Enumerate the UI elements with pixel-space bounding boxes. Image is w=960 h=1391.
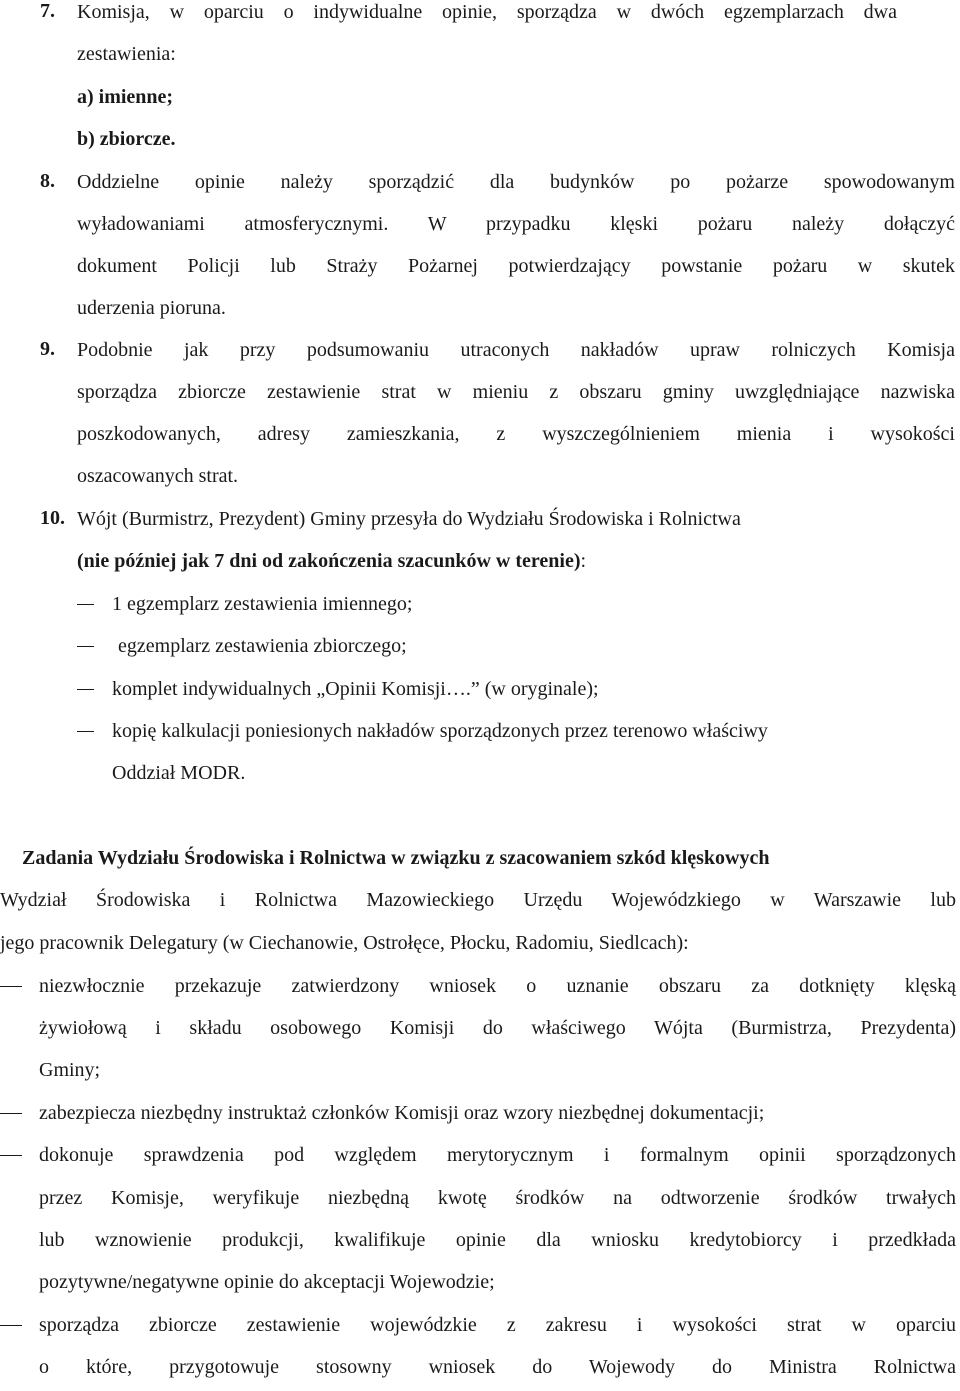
section-bullet-4-line-2: o które, przygotowuje stosowny wniosek do Wojewody do Ministra Rolnictwa bbox=[39, 1356, 956, 1378]
dash-bullet-icon bbox=[77, 689, 94, 690]
item-10-bullet-4: kopię kalkulacji poniesionych nakładów sporządzonych przez terenowo właściwy bbox=[112, 720, 768, 742]
dash-bullet-icon bbox=[0, 1113, 22, 1114]
section-intro-1: Wydział Środowiska i Rolnictwa Mazowieckiego Urzędu Wojewódzkiego w Warszawie lub bbox=[0, 889, 956, 911]
item-10-line-1: Wójt (Burmistrz, Prezydent) Gminy przesyła do Wydziału Środowiska i Rolnictwa bbox=[77, 508, 741, 530]
section-bullet-1-line-2: żywiołową i składu osobowego Komisji do właściwego Wójta (Burmistrza, Prezydenta) bbox=[39, 1017, 956, 1039]
item-7-line-2: zestawienia: bbox=[77, 43, 176, 65]
item-8-line-2: wyładowaniami atmosferycznymi. W przypadku klęski pożaru należy dołączyć bbox=[77, 213, 955, 235]
dash-bullet-icon bbox=[77, 646, 94, 647]
dash-bullet-icon bbox=[77, 604, 94, 605]
item-10-number: 10. bbox=[40, 507, 65, 529]
item-10-bullet-4-cont: Oddział MODR. bbox=[112, 762, 246, 784]
item-10-bullet-1: 1 egzemplarz zestawienia imiennego; bbox=[112, 593, 413, 615]
item-7-sub-b: b) zbiorcze. bbox=[77, 128, 176, 150]
dash-bullet-icon bbox=[77, 731, 94, 732]
item-9-line-1: Podobnie jak przy podsumowaniu utraconych nakładów upraw rolniczych Komisja bbox=[77, 339, 955, 361]
item-9-line-2: sporządza zbiorcze zestawienie strat w mieniu z obszaru gminy uwzględniające nazwiska bbox=[77, 381, 955, 403]
section-intro-2: jego pracownik Delegatury (w Ciechanowie, Ostrołęce, Płocku, Radomiu, Siedlcach): bbox=[0, 932, 689, 954]
item-10-bullet-2: egzemplarz zestawienia zbiorczego; bbox=[118, 635, 407, 657]
section-bullet-3-line-2: przez Komisje, weryfikuje niezbędną kwotę środków na odtworzenie środków trwałych bbox=[39, 1187, 956, 1209]
dash-bullet-icon bbox=[0, 986, 22, 987]
item-10-bullet-3: komplet indywidualnych „Opinii Komisji….” (w oryginale); bbox=[112, 678, 599, 700]
section-bullet-3-line-1: dokonuje sprawdzenia pod względem merytorycznym i formalnym opinii sporządzonych bbox=[39, 1144, 956, 1166]
item-7-sub-a: a) imienne; bbox=[77, 86, 174, 108]
item-9-line-4: oszacowanych strat. bbox=[77, 465, 239, 487]
item-8-number: 8. bbox=[40, 170, 55, 192]
section-bullet-3-line-4: pozytywne/negatywne opinie do akceptacji Wojewodzie; bbox=[39, 1271, 495, 1293]
item-10-line-2: (nie później jak 7 dni od zakończenia szacunków w terenie): bbox=[77, 550, 587, 572]
dash-bullet-icon bbox=[0, 1155, 22, 1156]
item-8-line-1: Oddzielne opinie należy sporządzić dla budynków po pożarze spowodowanym bbox=[77, 171, 955, 193]
section-bullet-1-line-3: Gminy; bbox=[39, 1059, 101, 1081]
item-7-line-1: Komisja, w oparciu o indywidualne opinie, sporządza w dwóch egzemplarzach dwa bbox=[77, 1, 897, 23]
item-9-line-3: poszkodowanych, adresy zamieszkania, z wyszczególnieniem mienia i wysokości bbox=[77, 423, 955, 445]
item-9-number: 9. bbox=[40, 338, 55, 360]
section-bullet-4-line-1: sporządza zbiorcze zestawienie wojewódzkie z zakresu i wysokości strat w oparciu bbox=[39, 1314, 956, 1336]
item-7-number: 7. bbox=[40, 0, 55, 22]
section-heading: Zadania Wydziału Środowiska i Rolnictwa w związku z szacowaniem szkód klęskowych bbox=[22, 847, 770, 869]
section-bullet-2: zabezpiecza niezbędny instruktaż członków Komisji oraz wzory niezbędnej dokumentacji; bbox=[39, 1102, 765, 1124]
section-bullet-1-line-1: niezwłocznie przekazuje zatwierdzony wniosek o uznanie obszaru za dotknięty klęską bbox=[39, 975, 956, 997]
section-bullet-3-line-3: lub wznowienie produkcji, kwalifikuje opinie dla wniosku kredytobiorcy i przedkłada bbox=[39, 1229, 956, 1251]
item-8-line-4: uderzenia pioruna. bbox=[77, 297, 226, 319]
dash-bullet-icon bbox=[0, 1325, 22, 1326]
item-8-line-3: dokument Policji lub Straży Pożarnej potwierdzający powstanie pożaru w skutek bbox=[77, 255, 955, 277]
